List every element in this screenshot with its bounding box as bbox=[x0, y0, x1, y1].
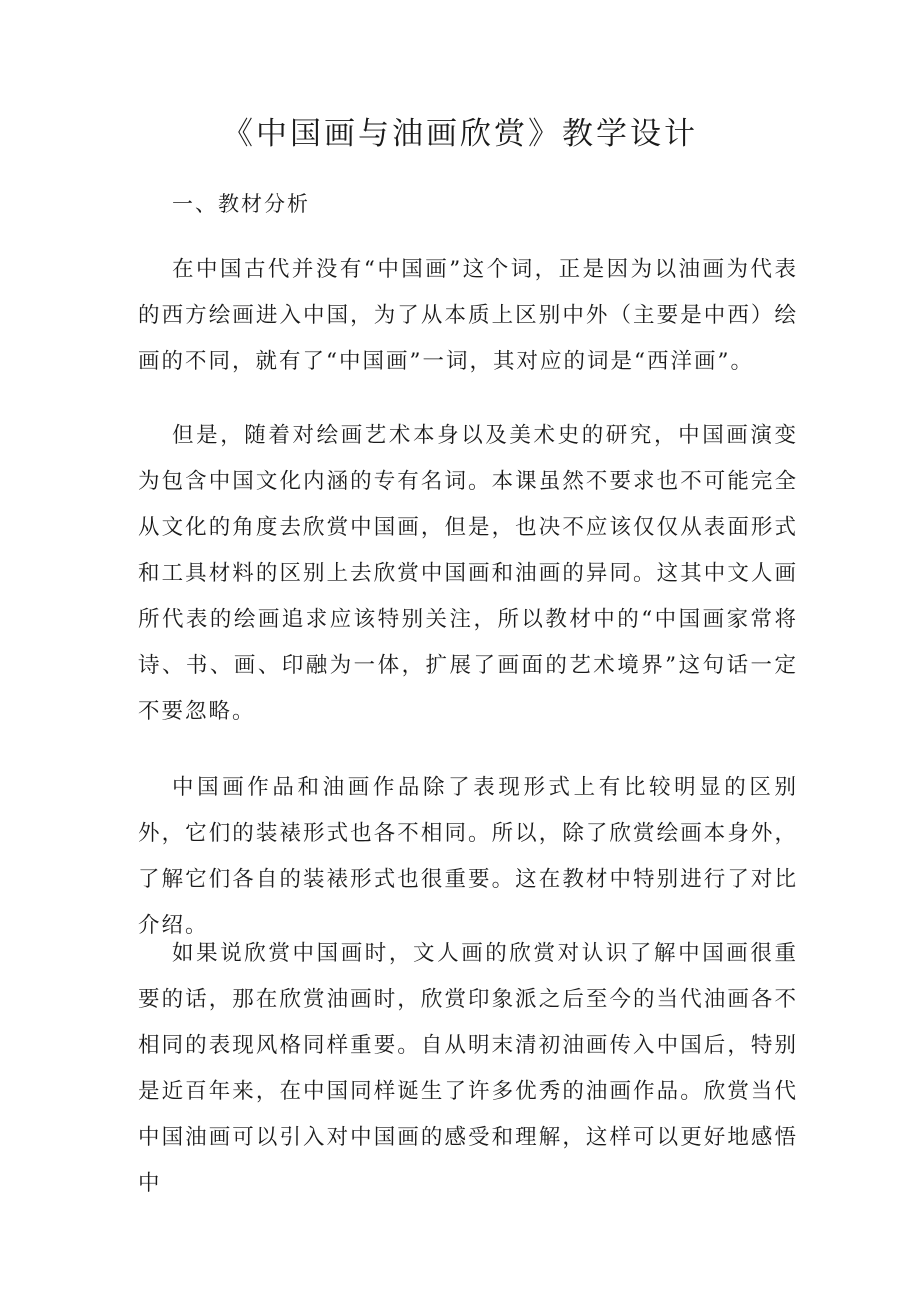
paragraph-3: 中国画作品和油画作品除了表现形式上有比较明显的区别外，它们的装裱形式也各不相同。所以，除了欣赏绘画本身外，了解它们各自的装裱形式也很重要。这在教材中特别进行了对比介绍。 bbox=[138, 775, 798, 938]
section-heading: 一、教材分析 bbox=[172, 192, 310, 216]
paragraph-1: 在中国古代并没有“中国画”这个词，正是因为以油画为代表的西方绘画进入中国，为了从本质上区别中外（主要是中西）绘画的不同，就有了“中国画”一词，其对应的词是“西洋画”。 bbox=[138, 257, 798, 374]
paragraph-4: 如果说欣赏中国画时，文人画的欣赏对认识了解中国画很重要的话，那在欣赏油画时，欣赏印象派之后至今的当代油画各不相同的表现风格同样重要。自从明末清初油画传入中国后，特别是近百年来，在中国同样诞生了许多优秀的油画作品。欣赏当代中国油画可以引入对中国画的感受和理解，这样可以更好地感悟中 bbox=[138, 941, 798, 1196]
document-title: 《中国画与油画欣赏》教学设计 bbox=[222, 116, 698, 152]
paragraph-2: 但是，随着对绘画艺术本身以及美术史的研究，中国画演变为包含中国文化内涵的专有名词。本课虽然不要求也不可能完全从文化的角度去欣赏中国画，但是，也决不应该仅仅从表面形式和工具材料的区别上去欣赏中国画和油画的异同。这其中文人画所代表的绘画追求应该特别关注，所以教材中的“中国画家常将诗、书、画、印融为一体，扩展了画面的艺术境界”这句话一定不要忽略。 bbox=[138, 423, 798, 724]
